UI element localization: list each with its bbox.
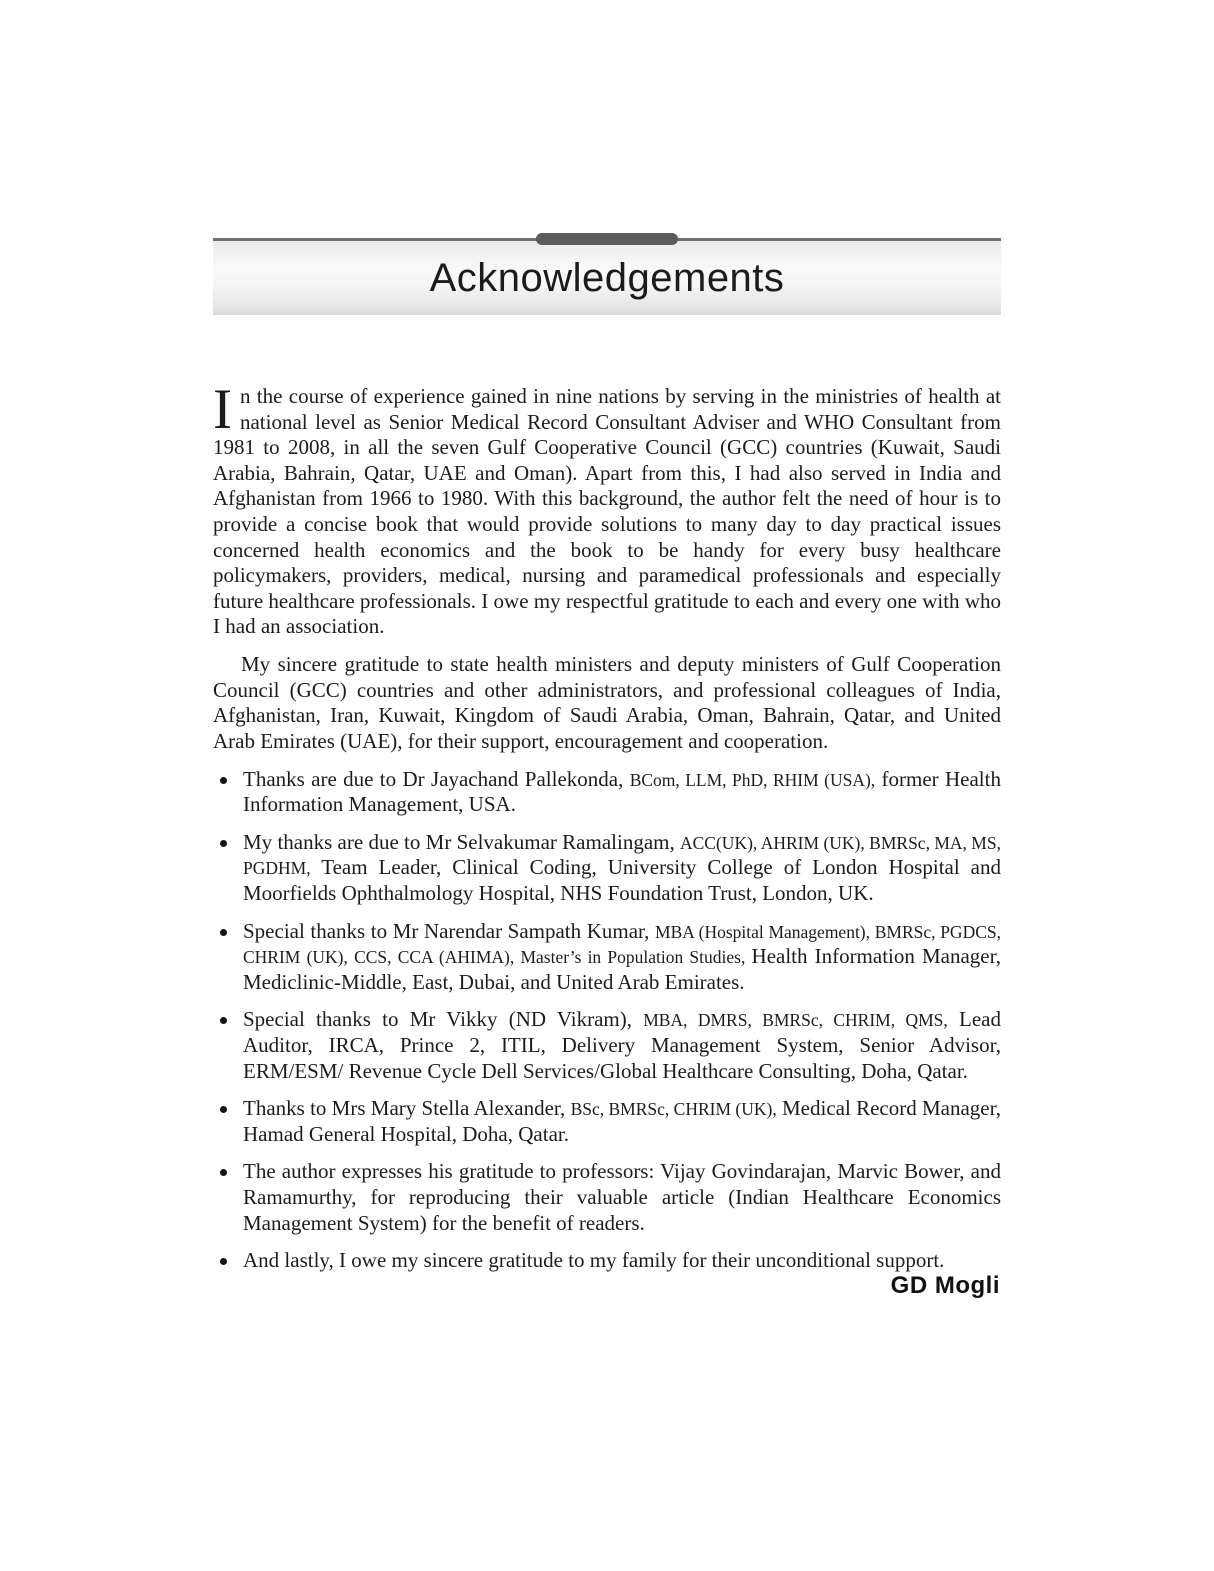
acknowledgement-list bbox=[213, 767, 1001, 1274]
body-text: The author expresses his gratitude to professors: Vijay Govindarajan, Marvic Bower, and Ramamurthy, for reproducing their valuable article (Indian Healthcare Economics Management System) for the benefit of readers. bbox=[243, 1159, 1001, 1235]
credential-text: BSc, BMRSc, CHRIM (UK), bbox=[570, 1099, 777, 1120]
body-text: Medical Record Manager, Hamad General Hospital, Doha, Qatar. bbox=[243, 1096, 1002, 1146]
body-text: My thanks are due to Mr Selvakumar Ramalingam, bbox=[243, 829, 680, 854]
list-item bbox=[213, 1159, 1001, 1236]
list-item bbox=[213, 1007, 1001, 1084]
drop-cap: I bbox=[213, 378, 232, 441]
body-text: Special thanks to Mr Narendar Sampath Kumar, bbox=[243, 918, 656, 943]
body-text: Health Information Manager, Mediclinic-Middle, East, Dubai, and United Arab Emirates. bbox=[243, 944, 1001, 994]
credential-text: MBA, DMRS, BMRSc, CHRIM, QMS, bbox=[643, 1010, 948, 1031]
list-item bbox=[213, 767, 1001, 818]
body-text: Thanks to Mrs Mary Stella Alexander, bbox=[243, 1096, 571, 1121]
list-item bbox=[213, 1248, 1001, 1274]
intro-paragraph bbox=[213, 378, 1001, 640]
body-text: Thanks are due to Dr Jayachand Pallekonda, bbox=[243, 766, 630, 791]
header-pill-ornament bbox=[536, 233, 678, 245]
list-item bbox=[213, 1096, 1001, 1147]
header-rule bbox=[213, 238, 1001, 241]
author-signature: GD Mogli bbox=[890, 1272, 1000, 1299]
page-title: Acknowledgements bbox=[429, 255, 785, 300]
list-item bbox=[213, 919, 1001, 996]
credential-text: MBA (Hospital Management), BMRSc, PGDCS, CHRIM (UK), CCS, CCA (AHIMA), Master’s in Population Studies, bbox=[243, 921, 1001, 968]
chapter-header bbox=[213, 238, 1001, 315]
body-text: Lead Auditor, IRCA, Prince 2, ITIL, Delivery Management System, Senior Advisor, ERM/ESM/ Revenue Cycle Dell Services/Global Healthcare Consulting, Doha, Qatar. bbox=[243, 1007, 1001, 1083]
body-text: Special thanks to Mr Vikky (ND Vikram), bbox=[243, 1007, 644, 1032]
intro-paragraph-text: n the course of experience gained in nine nations by serving in the ministries of health at national level as Senior Medical Record Consultant Adviser and WHO Consultant from 1981 to 2008, in all the seven Gulf Cooperative Council (GCC) countries (Kuwait, Saudi Arabia, Bahrain, Qatar, UAE and Oman). Apart from this, I had also served in India and Afghanistan from 1966 to 1980. With this background, the author felt the need of hour is to provide a concise book that would provide solutions to many day to day practical issues concerned health economics and the book to be handy for every busy healthcare policymakers, providers, medical, nursing and paramedical professionals and especially future healthcare professionals. I owe my respectful gratitude to each and every one with who I had an association. bbox=[213, 384, 1001, 639]
header-banner bbox=[213, 241, 1001, 315]
list-item bbox=[213, 830, 1001, 907]
body-text: And lastly, I owe my sincere gratitude to my family for their unconditional support. bbox=[243, 1248, 945, 1273]
acknowledgements-content bbox=[213, 378, 1002, 1274]
credential-text: BCom, LLM, PhD, RHIM (USA), bbox=[629, 769, 876, 790]
body-text: Team Leader, Clinical Coding, University College of London Hospital and Moorfields Ophthalmology Hospital, NHS Foundation Trust, London, UK. bbox=[243, 855, 1001, 905]
credential-text: ACC(UK), AHRIM (UK), BMRSc, MA, MS, PGDHM, bbox=[243, 832, 1001, 879]
gratitude-paragraph: My sincere gratitude to state health ministers and deputy ministers of Gulf Cooperation Council (GCC) countries and other administrators, and professional colleagues of India, Afghanistan, Iran, Kuwait, Kingdom of Saudi Arabia, Oman, Bahrain, Qatar, and United Arab Emirates (UAE), for their support, encouragement and cooperation. bbox=[213, 652, 1001, 753]
body-text: former Health Information Management, USA. bbox=[243, 766, 1001, 817]
